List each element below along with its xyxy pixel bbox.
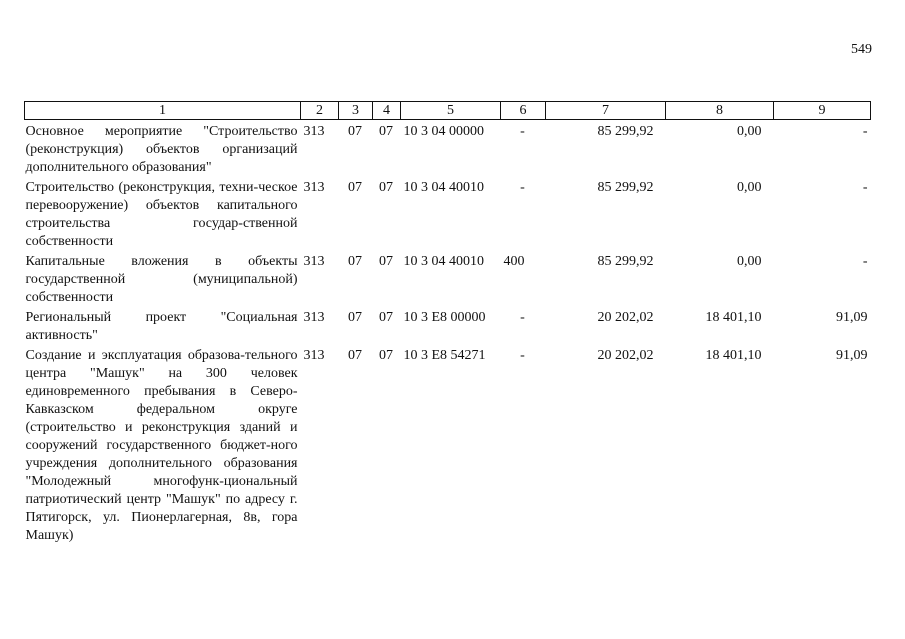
column-header-4: 4: [373, 102, 401, 120]
cell-col8: 18 401,10: [705, 310, 762, 325]
table-row: [25, 120, 871, 180]
cell-col9: 91,09: [836, 310, 868, 325]
cell-col8: 18 401,10: [705, 348, 762, 363]
cell-col8: 0,00: [737, 180, 762, 195]
column-header-5: 5: [401, 102, 501, 120]
budget-table: [24, 101, 871, 545]
cell-subsection: 07: [379, 348, 393, 363]
cell-col9: -: [862, 180, 868, 195]
column-header-1: 1: [25, 102, 301, 120]
table-row: [25, 179, 871, 253]
table-header: [25, 102, 871, 120]
cell-subsection: 07: [379, 310, 393, 325]
cell-col7: 20 202,02: [597, 348, 654, 363]
row-name: Капитальные вложения в объекты государственной (муниципальной) собственности: [25, 254, 298, 305]
cell-section: 07: [348, 310, 362, 325]
table-row: [25, 347, 871, 545]
cell-expense-type: -: [520, 180, 525, 195]
row-name: Основное мероприятие "Строительство (реконструкция) объектов организаций дополнительного образования": [25, 124, 298, 175]
cell-expense-type: 400: [503, 254, 525, 269]
page-number: 549: [851, 42, 872, 57]
column-header-6: 6: [501, 102, 546, 120]
column-header-7: 7: [546, 102, 666, 120]
column-header-8: 8: [666, 102, 774, 120]
cell-col8: 0,00: [737, 254, 762, 269]
cell-grbs: 313: [303, 310, 325, 325]
table-row: [25, 309, 871, 347]
cell-target-article: 10 3 E8 00000: [403, 310, 486, 325]
cell-col9: -: [862, 124, 868, 139]
cell-col9: -: [862, 254, 868, 269]
cell-grbs: 313: [303, 348, 325, 363]
cell-subsection: 07: [379, 254, 393, 269]
row-name: Региональный проект "Социальная активность": [25, 310, 298, 343]
header-row: [25, 102, 871, 120]
column-header-9: 9: [774, 102, 871, 120]
cell-col9: 91,09: [836, 348, 868, 363]
cell-target-article: 10 3 04 40010: [403, 254, 484, 269]
row-name: Создание и эксплуатация образова-тельного центра "Машук" на 300 человек единовременного пребывания в Северо-Кавказском федеральном округе (строительство и реконструкция зданий и сооружений государственного бюджет-ного учреждения дополнительного образования "Молодежный многофунк-циональный патриотический центр "Машук" по адресу г. Пятигорск, ул. Пионерлагерная, 8в, гора Машук): [25, 348, 298, 543]
cell-grbs: 313: [303, 180, 325, 195]
cell-col7: 85 299,92: [597, 180, 654, 195]
column-header-2: 2: [301, 102, 339, 120]
cell-col7: 85 299,92: [597, 124, 654, 139]
cell-target-article: 10 3 E8 54271: [403, 348, 486, 363]
cell-grbs: 313: [303, 254, 325, 269]
cell-expense-type: -: [520, 348, 525, 363]
cell-section: 07: [348, 124, 362, 139]
cell-section: 07: [348, 348, 362, 363]
row-name: Строительство (реконструкция, техни-ческое перевооружение) объектов капитального строительства государ-ственной собственности: [25, 180, 298, 249]
cell-section: 07: [348, 180, 362, 195]
cell-grbs: 313: [303, 124, 325, 139]
cell-col8: 0,00: [737, 124, 762, 139]
table-body: [25, 120, 871, 546]
cell-subsection: 07: [379, 180, 393, 195]
table-row: [25, 253, 871, 309]
cell-subsection: 07: [379, 124, 393, 139]
cell-section: 07: [348, 254, 362, 269]
cell-target-article: 10 3 04 00000: [403, 124, 484, 139]
cell-expense-type: -: [520, 124, 525, 139]
cell-target-article: 10 3 04 40010: [403, 180, 484, 195]
cell-col7: 20 202,02: [597, 310, 654, 325]
cell-col7: 85 299,92: [597, 254, 654, 269]
column-header-3: 3: [339, 102, 373, 120]
cell-expense-type: -: [520, 310, 525, 325]
